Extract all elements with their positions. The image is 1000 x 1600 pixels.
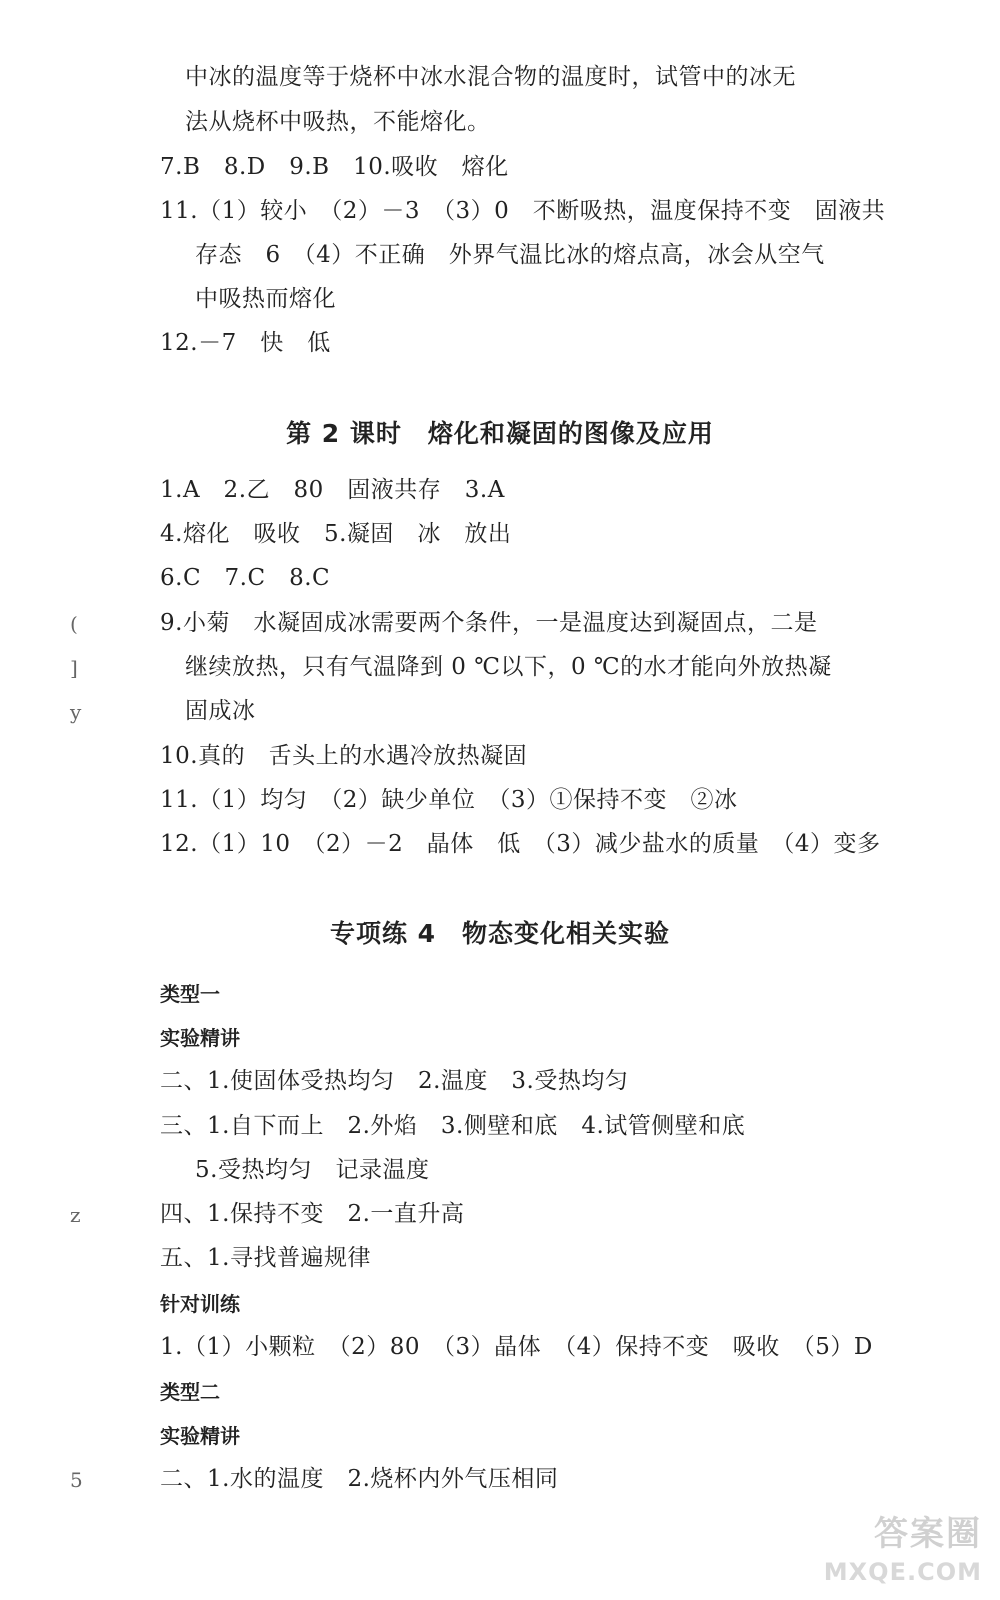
margin-mark: ( (70, 612, 78, 636)
margin-mark: z (70, 1203, 81, 1227)
answer-line: 10.真的 舌头上的水遇冷放热凝固 (160, 743, 528, 769)
answer-line: 二、1.使固体受热均匀 2.温度 3.受热均匀 (160, 1068, 629, 1094)
subsection-label: 实验精讲 (160, 1026, 240, 1050)
answer-line: 12.－7 快 低 (160, 330, 331, 356)
subsection-label: 实验精讲 (160, 1424, 240, 1448)
section-heading-practice4: 专项练 4 物态变化相关实验 (329, 919, 671, 948)
answer-line: 中吸热而熔化 (195, 286, 336, 312)
watermark-bottom: MXQE.COM (823, 1558, 982, 1586)
margin-mark: 5 (70, 1468, 83, 1492)
answer-line: 4.熔化 吸收 5.凝固 冰 放出 (160, 521, 512, 547)
margin-mark: y (70, 700, 82, 724)
answer-line: 6.C 7.C 8.C (160, 565, 331, 591)
type-label: 类型二 (160, 1380, 220, 1404)
section-heading-lesson2: 第 2 课时 熔化和凝固的图像及应用 (286, 419, 714, 448)
answer-line: 三、1.自下而上 2.外焰 3.侧壁和底 4.试管侧壁和底 (160, 1113, 746, 1139)
answer-line: 1.A 2.乙 80 固液共存 3.A (160, 477, 505, 503)
answer-line: 存态 6 （4）不正确 外界气温比冰的熔点高，冰会从空气 (195, 242, 825, 268)
answer-line: 9.小菊 水凝固成冰需要两个条件，一是温度达到凝固点，二是 (160, 610, 818, 636)
answer-line: 四、1.保持不变 2.一直升高 (160, 1201, 465, 1227)
answer-line: 11.（1）较小 （2）－3 （3）0 不断吸热，温度保持不变 固液共 (160, 198, 886, 224)
type-label: 类型一 (160, 982, 220, 1006)
answer-line: 中冰的温度等于烧杯中冰水混合物的温度时，试管中的冰无 (185, 64, 796, 90)
answer-line: 固成冰 (185, 698, 256, 724)
watermark-logo (802, 1506, 982, 1586)
answer-line: 5.受热均匀 记录温度 (195, 1157, 430, 1183)
margin-mark: ] (70, 656, 78, 680)
answer-line: 12.（1）10 （2）－2 晶体 低 （3）减少盐水的质量 （4）变多 (160, 831, 881, 857)
answer-line: 11.（1）均匀 （2）缺少单位 （3）①保持不变 ②冰 (160, 787, 738, 813)
subsection-label: 针对训练 (160, 1292, 240, 1316)
answer-line: 二、1.水的温度 2.烧杯内外气压相同 (160, 1466, 559, 1492)
watermark-top: 答案圈 (874, 1514, 982, 1554)
answer-line: 1.（1）小颗粒 （2）80 （3）晶体 （4）保持不变 吸收 （5）D (160, 1334, 873, 1360)
answer-line: 7.B 8.D 9.B 10.吸收 熔化 (160, 154, 509, 180)
answer-line: 五、1.寻找普遍规律 (160, 1245, 371, 1271)
answer-line: 法从烧杯中吸热，不能熔化。 (185, 109, 491, 135)
answer-line: 继续放热，只有气温降到 0 ℃以下，0 ℃的水才能向外放热凝 (185, 654, 832, 680)
